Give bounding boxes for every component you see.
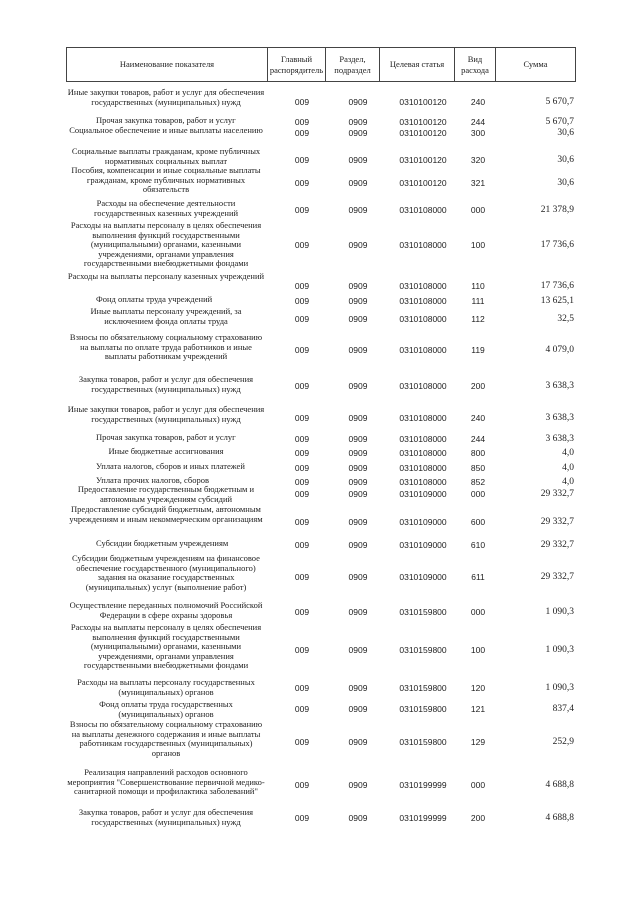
row-razd: 0909 bbox=[348, 463, 368, 473]
row-indicator-name: Расходы на выплаты персоналу в целях обеспечения выполнения функций государственными (муниципальными) органами, казенными учреждениями, органами управления государственными внебюджетными фондами bbox=[70, 220, 262, 269]
row-expense-type: 600 bbox=[470, 517, 486, 527]
row-razd: 0909 bbox=[348, 296, 368, 306]
table-row bbox=[66, 405, 576, 425]
header-sum: Сумма bbox=[496, 47, 576, 82]
row-indicator-name: Закупка товаров, работ и услуг для обеспечения государственных (муниципальных) нужд bbox=[78, 374, 254, 394]
row-target-article: 0310108000 bbox=[399, 296, 447, 306]
table-row bbox=[66, 678, 576, 698]
table-row bbox=[66, 88, 576, 108]
row-glav: 009 bbox=[294, 517, 310, 527]
row-glav: 009 bbox=[294, 128, 310, 138]
row-glav: 009 bbox=[294, 240, 310, 250]
header-razd: Раздел, подраздел bbox=[326, 47, 380, 82]
row-target-article: 0310108000 bbox=[399, 205, 447, 215]
row-expense-type: 850 bbox=[470, 463, 486, 473]
table-row bbox=[66, 199, 576, 219]
row-indicator-name: Иные бюджетные ассигнования bbox=[108, 446, 224, 456]
row-amount: 4 079,0 bbox=[545, 345, 574, 355]
row-amount: 32,5 bbox=[557, 314, 574, 324]
row-razd: 0909 bbox=[348, 489, 368, 499]
row-indicator-name: Субсидии бюджетным учреждениям на финансовое обеспечение государственного (муниципального) задания на оказание государственных (муниципальных) услуг (выполнение работ) bbox=[72, 553, 260, 592]
row-target-article: 0310199999 bbox=[399, 813, 447, 823]
row-expense-type: 119 bbox=[471, 345, 485, 355]
row-expense-type: 610 bbox=[470, 540, 486, 550]
row-expense-type: 300 bbox=[470, 128, 486, 138]
row-glav: 009 bbox=[294, 413, 310, 423]
row-glav: 009 bbox=[294, 117, 310, 127]
row-glav: 009 bbox=[294, 477, 310, 487]
row-glav: 009 bbox=[294, 737, 310, 747]
row-expense-type: 200 bbox=[470, 813, 486, 823]
row-expense-type: 244 bbox=[470, 117, 486, 127]
row-indicator-name: Фонд оплаты труда учреждений bbox=[96, 294, 213, 304]
row-indicator-name: Взносы по обязательному социальному страхованию на выплаты по оплате труда работников и иные выплаты работникам учреждений bbox=[69, 332, 263, 362]
table-row bbox=[66, 720, 576, 760]
row-target-article: 0310108000 bbox=[399, 381, 447, 391]
row-amount: 252,9 bbox=[552, 737, 574, 747]
row-glav: 009 bbox=[294, 540, 310, 550]
table-row bbox=[66, 333, 576, 363]
row-amount: 1 090,3 bbox=[545, 607, 574, 617]
table-row bbox=[66, 462, 576, 472]
table-row bbox=[66, 147, 576, 167]
table-row bbox=[66, 808, 576, 828]
row-target-article: 0310108000 bbox=[399, 463, 447, 473]
row-indicator-name: Предоставление государственным бюджетным и автономным учреждениям субсидий bbox=[77, 484, 255, 504]
table-row bbox=[66, 272, 576, 292]
row-amount: 21 378,9 bbox=[540, 205, 574, 215]
row-expense-type: 200 bbox=[470, 381, 486, 391]
table-row bbox=[66, 505, 576, 535]
row-indicator-name: Реализация направлений расходов основного мероприятия "Совершенствование первичной медико-санитарной помощи и профилактика заболеваний" bbox=[67, 767, 265, 797]
row-indicator-name: Осуществление переданных полномочий Российской Федерации в сфере охраны здоровья bbox=[69, 600, 263, 620]
row-target-article: 0310109000 bbox=[399, 489, 447, 499]
row-amount: 4 688,8 bbox=[545, 813, 574, 823]
row-expense-type: 100 bbox=[470, 240, 486, 250]
row-target-article: 0310159800 bbox=[399, 704, 447, 714]
row-razd: 0909 bbox=[348, 477, 368, 487]
row-amount: 17 736,6 bbox=[540, 281, 574, 291]
table-row bbox=[66, 221, 576, 271]
row-target-article: 0310108000 bbox=[399, 434, 447, 444]
row-target-article: 0310199999 bbox=[399, 780, 447, 790]
row-razd: 0909 bbox=[348, 413, 368, 423]
row-expense-type: 111 bbox=[471, 296, 485, 306]
row-indicator-name: Расходы на выплаты персоналу государственных (муниципальных) органов bbox=[77, 677, 255, 697]
row-amount: 30,6 bbox=[557, 128, 574, 138]
row-glav: 009 bbox=[294, 704, 310, 714]
row-amount: 29 332,7 bbox=[540, 572, 574, 582]
row-amount: 29 332,7 bbox=[540, 517, 574, 527]
row-target-article: 0310159800 bbox=[399, 645, 447, 655]
row-target-article: 0310108000 bbox=[399, 314, 447, 324]
row-target-article: 0310159800 bbox=[399, 683, 447, 693]
row-target-article: 0310100120 bbox=[399, 97, 447, 107]
row-amount: 3 638,3 bbox=[545, 413, 574, 423]
table-row bbox=[66, 601, 576, 621]
row-razd: 0909 bbox=[348, 381, 368, 391]
row-target-article: 0310100120 bbox=[399, 155, 447, 165]
row-expense-type: 000 bbox=[470, 780, 486, 790]
row-indicator-name: Иные выплаты персоналу учреждений, за исключением фонда оплаты труда bbox=[90, 306, 242, 326]
row-target-article: 0310109000 bbox=[399, 572, 447, 582]
row-razd: 0909 bbox=[348, 117, 368, 127]
row-razd: 0909 bbox=[348, 540, 368, 550]
row-glav: 009 bbox=[294, 813, 310, 823]
row-razd: 0909 bbox=[348, 240, 368, 250]
row-target-article: 0310159800 bbox=[399, 737, 447, 747]
row-amount: 4,0 bbox=[562, 448, 574, 458]
table-row bbox=[66, 433, 576, 443]
row-target-article: 0310100120 bbox=[399, 117, 447, 127]
row-indicator-name: Прочая закупка товаров, работ и услуг bbox=[96, 115, 236, 125]
row-indicator-name: Закупка товаров, работ и услуг для обеспечения государственных (муниципальных) нужд bbox=[78, 807, 254, 827]
table-row bbox=[66, 447, 576, 457]
header-ts: Целевая статья bbox=[380, 47, 455, 82]
row-target-article: 0310108000 bbox=[399, 240, 447, 250]
row-expense-type: 100 bbox=[470, 645, 486, 655]
row-target-article: 0310108000 bbox=[399, 281, 447, 291]
row-indicator-name: Уплата налогов, сборов и иных платежей bbox=[96, 461, 245, 471]
row-amount: 17 736,6 bbox=[540, 240, 574, 250]
row-glav: 009 bbox=[294, 97, 310, 107]
table-row bbox=[66, 554, 576, 594]
row-expense-type: 320 bbox=[470, 155, 486, 165]
row-glav: 009 bbox=[294, 178, 310, 188]
row-razd: 0909 bbox=[348, 178, 368, 188]
row-expense-type: 000 bbox=[470, 205, 486, 215]
row-amount: 5 670,7 bbox=[545, 117, 574, 127]
row-indicator-name: Прочая закупка товаров, работ и услуг bbox=[96, 432, 236, 442]
row-razd: 0909 bbox=[348, 434, 368, 444]
table-row bbox=[66, 295, 576, 305]
table-row bbox=[66, 307, 576, 327]
row-razd: 0909 bbox=[348, 645, 368, 655]
row-razd: 0909 bbox=[348, 780, 368, 790]
row-expense-type: 120 bbox=[470, 683, 486, 693]
row-glav: 009 bbox=[294, 314, 310, 324]
row-glav: 009 bbox=[294, 645, 310, 655]
row-razd: 0909 bbox=[348, 205, 368, 215]
table-row bbox=[66, 623, 576, 673]
row-amount: 30,6 bbox=[557, 178, 574, 188]
row-amount: 4,0 bbox=[562, 463, 574, 473]
row-razd: 0909 bbox=[348, 813, 368, 823]
row-glav: 009 bbox=[294, 463, 310, 473]
row-target-article: 0310100120 bbox=[399, 128, 447, 138]
row-razd: 0909 bbox=[348, 737, 368, 747]
row-indicator-name: Расходы на выплаты персоналу в целях обеспечения выполнения функций государственными (муниципальными) органами, казенными учреждениями, органами управления государственными внебюджетными фондами bbox=[70, 622, 262, 671]
row-glav: 009 bbox=[294, 155, 310, 165]
row-amount: 4 688,8 bbox=[545, 780, 574, 790]
row-indicator-name: Пособия, компенсации и иные социальные выплаты гражданам, кроме публичных нормативных обязательств bbox=[71, 165, 261, 195]
row-expense-type: 240 bbox=[470, 413, 486, 423]
row-expense-type: 244 bbox=[470, 434, 486, 444]
row-razd: 0909 bbox=[348, 281, 368, 291]
row-indicator-name: Иные закупки товаров, работ и услуг для обеспечения государственных (муниципальных) нужд bbox=[67, 404, 265, 424]
row-glav: 009 bbox=[294, 780, 310, 790]
row-indicator-name: Фонд оплаты труда государственных (муниципальных) органов bbox=[99, 699, 233, 719]
row-target-article: 0310108000 bbox=[399, 413, 447, 423]
row-amount: 5 670,7 bbox=[545, 97, 574, 107]
table-row bbox=[66, 485, 576, 505]
row-glav: 009 bbox=[294, 448, 310, 458]
row-target-article: 0310109000 bbox=[399, 540, 447, 550]
row-expense-type: 611 bbox=[471, 572, 485, 582]
row-indicator-name: Взносы по обязательному социальному страхованию на выплаты денежного содержания и иные выплаты работникам государственных (муниципальных) органов bbox=[69, 719, 263, 758]
row-amount: 3 638,3 bbox=[545, 381, 574, 391]
row-razd: 0909 bbox=[348, 448, 368, 458]
row-indicator-name: Иные закупки товаров, работ и услуг для обеспечения государственных (муниципальных) нужд bbox=[67, 87, 265, 107]
row-expense-type: 000 bbox=[470, 489, 486, 499]
row-expense-type: 121 bbox=[470, 704, 486, 714]
row-target-article: 0310108000 bbox=[399, 345, 447, 355]
row-glav: 009 bbox=[294, 381, 310, 391]
table-row bbox=[66, 768, 576, 798]
row-indicator-name: Расходы на обеспечение деятельности государственных казенных учреждений bbox=[93, 198, 239, 218]
row-indicator-name: Социальные выплаты гражданам, кроме публичных нормативных социальных выплат bbox=[71, 146, 261, 166]
row-expense-type: 852 bbox=[470, 477, 486, 487]
row-razd: 0909 bbox=[348, 704, 368, 714]
row-amount: 30,6 bbox=[557, 155, 574, 165]
row-target-article: 0310108000 bbox=[399, 477, 447, 487]
row-target-article: 0310159800 bbox=[399, 607, 447, 617]
row-indicator-name: Социальное обеспечение и иные выплаты населению bbox=[69, 125, 263, 135]
row-glav: 009 bbox=[294, 281, 310, 291]
row-amount: 29 332,7 bbox=[540, 540, 574, 550]
row-amount: 3 638,3 bbox=[545, 434, 574, 444]
row-target-article: 0310108000 bbox=[399, 448, 447, 458]
row-expense-type: 800 bbox=[470, 448, 486, 458]
row-razd: 0909 bbox=[348, 572, 368, 582]
row-razd: 0909 bbox=[348, 683, 368, 693]
row-razd: 0909 bbox=[348, 314, 368, 324]
row-target-article: 0310109000 bbox=[399, 517, 447, 527]
row-indicator-name: Расходы на выплаты персоналу казенных учреждений bbox=[67, 271, 265, 281]
row-glav: 009 bbox=[294, 434, 310, 444]
row-expense-type: 240 bbox=[470, 97, 486, 107]
row-glav: 009 bbox=[294, 683, 310, 693]
row-expense-type: 110 bbox=[471, 281, 485, 291]
row-razd: 0909 bbox=[348, 128, 368, 138]
row-glav: 009 bbox=[294, 345, 310, 355]
row-expense-type: 000 bbox=[470, 607, 486, 617]
row-razd: 0909 bbox=[348, 517, 368, 527]
row-amount: 1 090,3 bbox=[545, 683, 574, 693]
row-glav: 009 bbox=[294, 572, 310, 582]
row-target-article: 0310100120 bbox=[399, 178, 447, 188]
row-razd: 0909 bbox=[348, 97, 368, 107]
row-razd: 0909 bbox=[348, 345, 368, 355]
row-amount: 29 332,7 bbox=[540, 489, 574, 499]
row-glav: 009 bbox=[294, 489, 310, 499]
header-vid: Вид расхода bbox=[455, 47, 496, 82]
row-indicator-name: Уплата прочих налогов, сборов bbox=[96, 475, 209, 485]
table-row bbox=[66, 700, 576, 720]
table-row bbox=[66, 539, 576, 549]
row-amount: 4,0 bbox=[562, 477, 574, 487]
row-razd: 0909 bbox=[348, 607, 368, 617]
row-amount: 13 625,1 bbox=[540, 296, 574, 306]
row-expense-type: 321 bbox=[470, 178, 486, 188]
row-amount: 1 090,3 bbox=[545, 645, 574, 655]
row-indicator-name: Предоставление субсидий бюджетным, автономным учреждениям и иным некоммерческим организациям bbox=[69, 504, 263, 524]
row-glav: 009 bbox=[294, 607, 310, 617]
table-row bbox=[66, 166, 576, 196]
table-row bbox=[66, 375, 576, 395]
row-expense-type: 129 bbox=[470, 737, 486, 747]
row-indicator-name: Субсидии бюджетным учреждениям bbox=[96, 538, 229, 548]
header-name: Наименование показателя bbox=[66, 47, 268, 82]
row-expense-type: 112 bbox=[471, 314, 485, 324]
row-glav: 009 bbox=[294, 296, 310, 306]
header-glav: Главный распорядитель bbox=[268, 47, 326, 82]
row-glav: 009 bbox=[294, 205, 310, 215]
table-row bbox=[66, 126, 576, 146]
row-amount: 837,4 bbox=[552, 704, 574, 714]
row-razd: 0909 bbox=[348, 155, 368, 165]
